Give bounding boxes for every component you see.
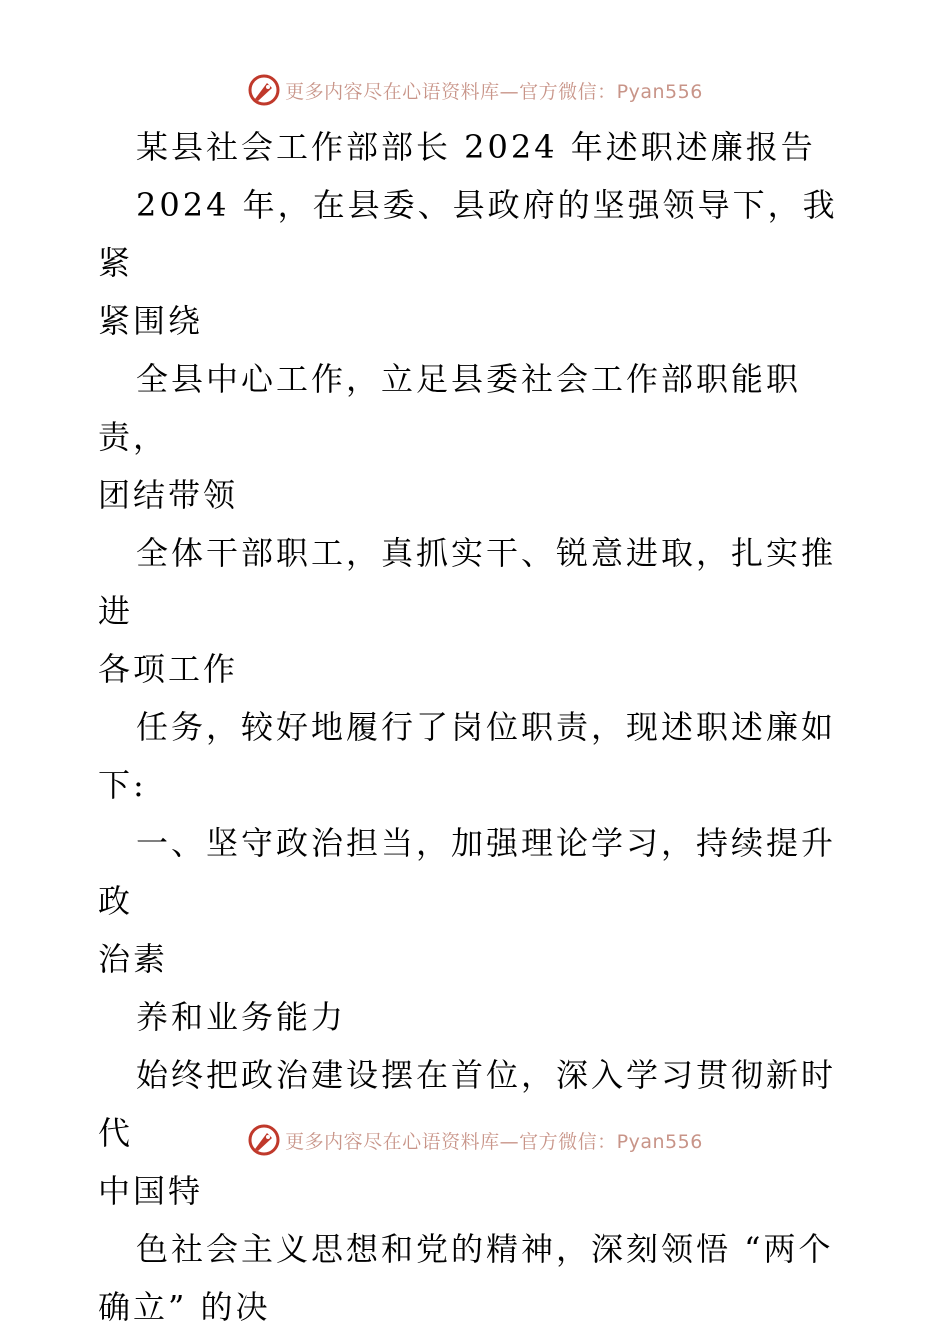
section-heading: 一、坚守政治担当，加强理论学习，持续提升政 <box>98 824 837 920</box>
footer-banner-text: 更多内容尽在心语资料库—官方微信：Pyan556 <box>285 1130 703 1153</box>
paragraph-line: 始终把政治建设摆在首位，深入学习贯彻新时代 <box>98 1056 837 1152</box>
paragraph-line: 团结带领 <box>98 476 239 514</box>
paragraph-line: 全体干部职工，真抓实干、锐意进取，扎实推进 <box>98 534 837 630</box>
section-heading-cont: 治素 <box>98 940 169 978</box>
header-banner <box>0 70 950 110</box>
paragraph-line: 紧围绕 <box>98 302 204 340</box>
paragraph-line: 2024 年，在县委、县政府的坚强领导下，我紧 <box>98 186 838 282</box>
paragraph-line: 全县中心工作，立足县委社会工作部职能职责， <box>98 360 802 456</box>
paragraph-line: 确立” 的决 <box>98 1288 271 1326</box>
paragraph-line: 任务，较好地履行了岗位职责，现述职述廉如 <box>136 708 837 746</box>
paragraph-line: 色社会主义思想和党的精神，深刻领悟 “两个 <box>136 1230 834 1268</box>
section-heading-cont: 养和业务能力 <box>136 998 347 1036</box>
pen-nib-logo-icon <box>247 73 281 107</box>
paragraph-line: 各项工作 <box>98 650 239 688</box>
pen-nib-logo-icon <box>247 1123 281 1157</box>
footer-banner <box>0 1120 950 1160</box>
report-title: 某县社会工作部部长 2024 年述职述廉报告 <box>136 128 816 166</box>
header-banner-text: 更多内容尽在心语资料库—官方微信：Pyan556 <box>285 80 703 103</box>
paragraph-line: 下: <box>98 766 147 804</box>
paragraph-line: 中国特 <box>98 1172 204 1210</box>
